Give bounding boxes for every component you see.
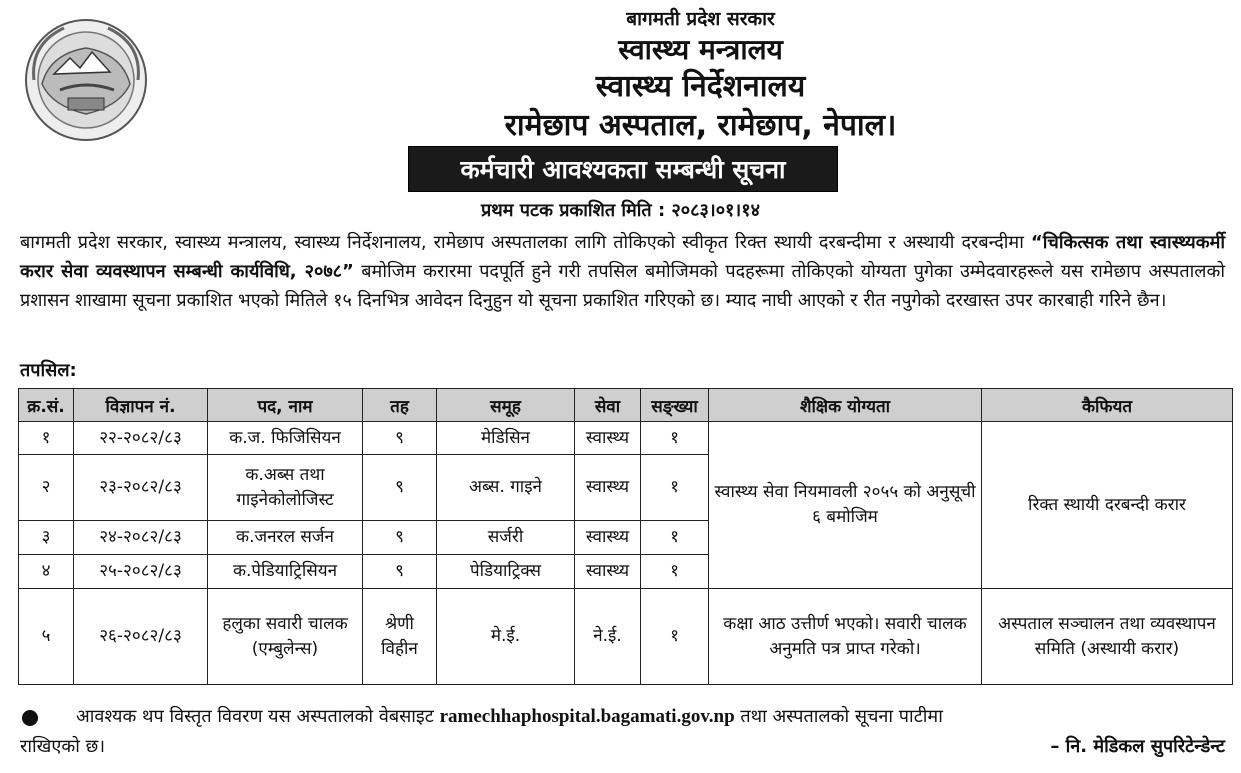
website-link[interactable]: ramechhaphospital.bagamati.gov.np bbox=[439, 706, 735, 727]
table-header-row bbox=[19, 389, 1233, 422]
hospital-name: रामेछाप अस्पताल, रामेछाप, नेपाल। bbox=[504, 108, 897, 143]
cell-group: मेडिसिन bbox=[437, 422, 575, 455]
cell-sn: ४ bbox=[19, 555, 74, 589]
signature: – नि. मेडिकल सुपरिटेन्डेन्ट bbox=[1050, 736, 1225, 757]
cell-sn: ५ bbox=[19, 589, 74, 685]
cell-level: ९ bbox=[363, 422, 437, 455]
cell-qualification-health: स्वास्थ्य सेवा नियमावली २०५५ को अनुसूची ६ बमोजिम bbox=[709, 422, 982, 589]
cell-service: स्वास्थ्य bbox=[575, 422, 641, 455]
header-count: सङ्ख्या bbox=[641, 389, 709, 422]
tapasil-label: तपसिल: bbox=[20, 360, 77, 381]
cell-post: क.अब्स तथा गाइनेकोलोजिस्ट bbox=[208, 455, 363, 521]
cell-group: मे.ई. bbox=[437, 589, 575, 685]
header-level: तह bbox=[363, 389, 437, 422]
cell-sn: ३ bbox=[19, 521, 74, 555]
header-post: पद, नाम bbox=[208, 389, 363, 422]
bullet-icon bbox=[22, 710, 38, 726]
cell-sn: १ bbox=[19, 422, 74, 455]
cell-level: ९ bbox=[363, 555, 437, 589]
header-remarks: कैफियत bbox=[982, 389, 1233, 422]
header-adv-no: विज्ञापन नं. bbox=[74, 389, 208, 422]
publish-date: प्रथम पटक प्रकाशित मिति : २०८३।०१।१४ bbox=[481, 200, 760, 221]
cell-adv-no: २५-२०८२/८३ bbox=[74, 555, 208, 589]
body-text-1: बागमती प्रदेश सरकार, स्वास्थ्य मन्त्रालय, स्वास्थ्य निर्देशनालय, रामेछाप अस्पतालका लागि तोकिएको स्वीकृत रिक्त स्थायी दरबन्दीमा र अस्थायी दरबन्दीमा bbox=[20, 232, 1031, 253]
cell-qualification-driver: कक्षा आठ उत्तीर्ण भएको। सवारी चालक अनुमति पत्र प्राप्त गरेको। bbox=[709, 589, 982, 685]
ministry-name: स्वास्थ्य मन्त्रालय bbox=[618, 33, 783, 66]
cell-level: श्रेणी विहीन bbox=[363, 589, 437, 685]
procedure-title: “चिकित्सक तथा स्वास्थ्यकर्मी करार सेवा व्यवस्थापन सम्बन्धी कार्यविधि, २०७८” bbox=[20, 232, 1226, 282]
nepal-government-emblem-icon bbox=[20, 14, 152, 146]
cell-level: ९ bbox=[363, 455, 437, 521]
cell-group: अब्स. गाइने bbox=[437, 455, 575, 521]
cell-adv-no: २६-२०८२/८३ bbox=[74, 589, 208, 685]
notice-title: कर्मचारी आवश्यकता सम्बन्धी सूचना bbox=[408, 146, 838, 192]
cell-count: १ bbox=[641, 455, 709, 521]
cell-service: स्वास्थ्य bbox=[575, 521, 641, 555]
cell-count: १ bbox=[641, 521, 709, 555]
cell-post: हलुका सवारी चालक (एम्बुलेन्स) bbox=[208, 589, 363, 685]
cell-group: सर्जरी bbox=[437, 521, 575, 555]
cell-remarks-health: रिक्त स्थायी दरबन्दी करार bbox=[982, 422, 1233, 589]
directorate-name: स्वास्थ्य निर्देशनालय bbox=[595, 69, 806, 104]
cell-post: क.ज. फिजिसियन bbox=[208, 422, 363, 455]
cell-adv-no: २४-२०८२/८३ bbox=[74, 521, 208, 555]
cell-count: १ bbox=[641, 422, 709, 455]
cell-remarks-driver: अस्पताल सञ्चालन तथा व्यवस्थापन समिति (अस्थायी करार) bbox=[982, 589, 1233, 685]
body-text-2: बमोजिम करारमा पदपूर्ति हुने गरी तपसिल बमोजिमको पदहरूमा तोकिएको योग्यता पुगेका उम्मेदवारहरूले यस रामेछाप अस्पतालको प्रशासन शाखामा सूचना प्रकाशित भएको मितिले १५ दिनभित्र आवेदन दिनुहुन यो सूचना प्रकाशित गरिएको छ। म्याद नाघी आएको र रीत नपुगेको दरखास्त उपर कारबाही गरिने छैन। bbox=[20, 261, 1225, 311]
footer-line-2: राखिएको छ। bbox=[20, 736, 106, 757]
cell-post: क.जनरल सर्जन bbox=[208, 521, 363, 555]
footer-note bbox=[20, 702, 1225, 762]
cell-count: १ bbox=[641, 589, 709, 685]
header-qualification: शैक्षिक योग्यता bbox=[709, 389, 982, 422]
cell-service: ने.ई. bbox=[575, 589, 641, 685]
footer-text-after: तथा अस्पतालको सूचना पाटीमा bbox=[734, 706, 943, 727]
cell-service: स्वास्थ्य bbox=[575, 555, 641, 589]
cell-group: पेडियाट्रिक्स bbox=[437, 555, 575, 589]
header bbox=[160, 6, 1241, 146]
header-sn: क्र.सं. bbox=[19, 389, 74, 422]
cell-service: स्वास्थ्य bbox=[575, 455, 641, 521]
footer-text-before: आवश्यक थप विस्तृत विवरण यस अस्पतालको वेबसाइट bbox=[76, 706, 440, 727]
cell-level: ९ bbox=[363, 521, 437, 555]
header-service: सेवा bbox=[575, 389, 641, 422]
cell-adv-no: २३-२०८२/८३ bbox=[74, 455, 208, 521]
table-row bbox=[19, 589, 1233, 685]
table-row bbox=[19, 422, 1233, 455]
cell-post: क.पेडियाट्रिसियन bbox=[208, 555, 363, 589]
cell-count: १ bbox=[641, 555, 709, 589]
cell-sn: २ bbox=[19, 455, 74, 521]
vacancy-table bbox=[18, 388, 1233, 685]
cell-adv-no: २२-२०८२/८३ bbox=[74, 422, 208, 455]
government-name: बागमती प्रदेश सरकार bbox=[626, 8, 775, 30]
header-group: समूह bbox=[437, 389, 575, 422]
notice-body bbox=[20, 228, 1225, 315]
